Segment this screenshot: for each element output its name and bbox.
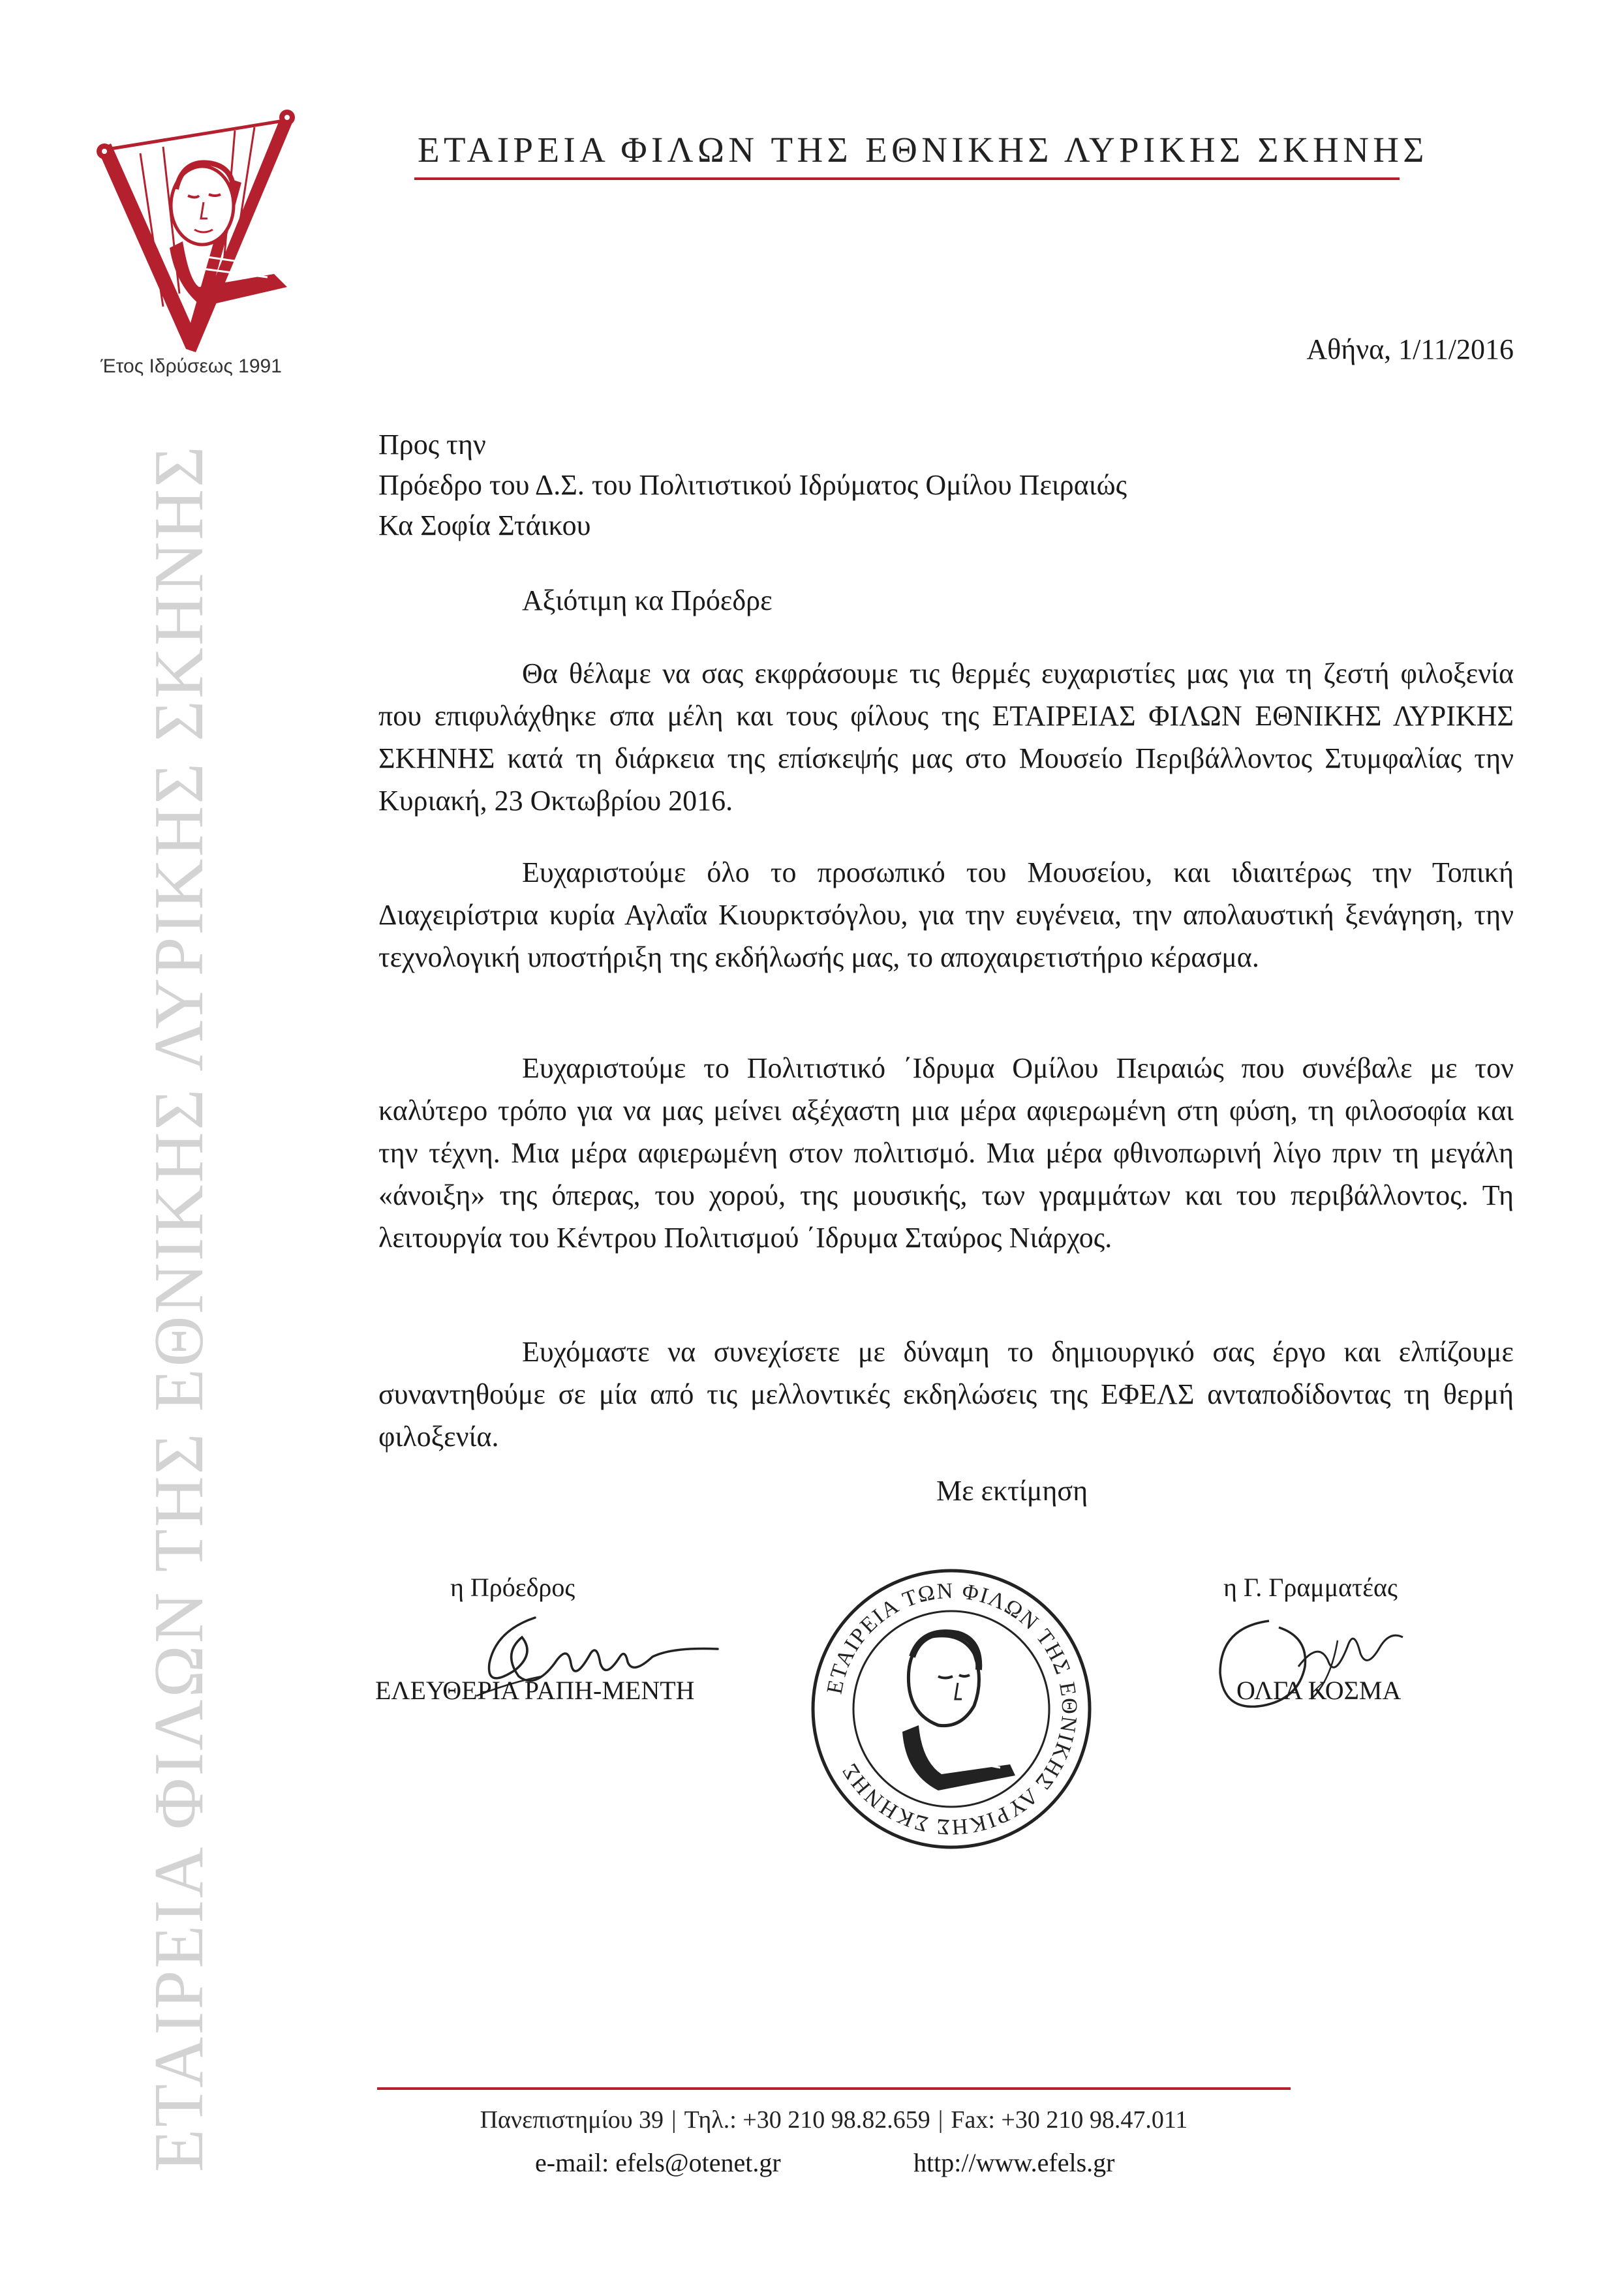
organization-name: ΕΤΑΙΡΕΙΑ ΦΙΛΩΝ ΤΗΣ ΕΘΝΙΚΗΣ ΛΥΡΙΚΗΣ ΣΚΗΝΗΣ [418,130,1428,170]
header-divider [414,177,1400,180]
footer-separator: | [671,2106,677,2134]
salutation: Αξιότιμη κα Πρόεδρε [522,584,773,616]
letter-paragraph: Ευχόμαστε να συνεχίσετε με δύναμη το δημιουργικό σας έργο και ελπίζουμε συναντηθούμε σε μία από τις μελλοντικές εκδηλώσεις της ΕΦΕΛΣ ανταποδίδοντας τη θερμή φιλοξενία. [378,1336,1514,1453]
founded-year: Έτος Ιδρύσεως 1991 [100,355,282,377]
vertical-side-text: ΕΤΑΙΡΕΙΑ ΦΙΛΩΝ ΤΗΣ ΕΘΝΙΚΗΣ ΛΥΡΙΚΗΣ ΣΚΗΝΗΣ [140,444,218,2172]
recipient-line: Πρόεδρο του Δ.Σ. του Πολιτιστικού Ιδρύματος Ομίλου Πειραιώς [378,469,1127,501]
letter-paragraph: Θα θέλαμε να σας εκφράσουμε τις θερμές ευχαριστίες μας για τη ζεστή φιλοξενία που επιφυλάχθηκε σπα μέλη και τους φίλους της ΕΤΑΙΡΕΙΑΣ ΦΙΛΩΝ ΕΘΝΙΚΗΣ ΛΥΡΙΚΗΣ ΣΚΗΝΗΣ κατά τη διάρκεια της επίσκεψής μας στο Μουσείο Περιβάλλοντος Στυμφαλίας την Κυριακή, 23 Οκτωβρίου 2016. [378,657,1514,817]
organization-seal [808,1565,1095,1852]
footer-phone: Τηλ.: +30 210 98.82.659 [684,2106,930,2134]
letter-date: Αθήνα, 1/11/2016 [1306,333,1514,365]
footer-contact-line [377,2106,1291,2134]
svg-text:ΕΤΑΙΡΕΙΑ ΤΩΝ ΦΙΛΩΝ ΤΗΣ ΕΘΝΙΚΗΣ [822,1579,1081,1839]
footer-website-link[interactable]: http://www.efels.gr [913,2148,1115,2177]
letter-paragraph: Ευχαριστούμε όλο το προσωπικό του Μουσείου, και ιδιαιτέρως την Τοπική Διαχειρίστρια κυρία Αγλαΐα Κιουρκτσόγλου, για την ευγένεια, την απολαυστική ξενάγηση, την τεχνολογική υποστήριξη της εκδήλωσής μας, το αποχαιρετιστήριο κέρασμα. [378,856,1514,973]
footer-divider [377,2087,1291,2090]
president-name: ΕΛΕΥΘΕΡΙΑ ΡΑΠΗ-ΜΕΝΤΗ [375,1676,695,1705]
secretary-signature [1207,1601,1422,1732]
president-role: η Πρόεδρος [450,1573,575,1602]
footer-fax: Fax: +30 210 98.47.011 [951,2106,1188,2134]
recipient-line: Προς την [378,429,486,461]
recipient-line: Κα Σοφία Στάικου [378,509,591,541]
footer-email-link[interactable]: e-mail: efels@otenet.gr [535,2148,781,2177]
organization-logo [85,91,346,372]
secretary-role: η Γ. Γραμματέας [1223,1573,1398,1602]
footer-address: Πανεπιστημίου 39 [480,2106,664,2134]
seal-lettering: ΕΤΑΙΡΕΙΑ ΤΩΝ ΦΙΛΩΝ ΤΗΣ ΕΘΝΙΚΗΣ ΛΥΡΙΚΗΣ ΣΚΗΝΗΣ [822,1578,1082,1839]
letter-paragraph: Ευχαριστούμε το Πολιτιστικό ΄Ιδρυμα Ομίλου Πειραιώς που συνέβαλε με τον καλύτερο τρόπο για να μας μείνει αξέχαστη μια μέρα αφιερωμένη στη φύση, τη φιλοσοφία και την τέχνη. Μια μέρα αφιερωμένη στον πολιτισμό. Μια μέρα φθινοπωρινή λίγο πριν τη μεγάλη «άνοιξη» της όπερας, του χορού, της μουσικής, των γραμμάτων και του περιβάλλοντος. Τη λειτουργία του Κέντρου Πολιτισμού ΄Ιδρυμα Σταύρος Νιάρχος. [378,1052,1514,1254]
secretary-name: ΟΛΓΑ ΚΟΣΜΑ [1236,1676,1402,1705]
closing-phrase: Με εκτίμηση [936,1475,1088,1507]
footer-separator: | [938,2106,943,2134]
